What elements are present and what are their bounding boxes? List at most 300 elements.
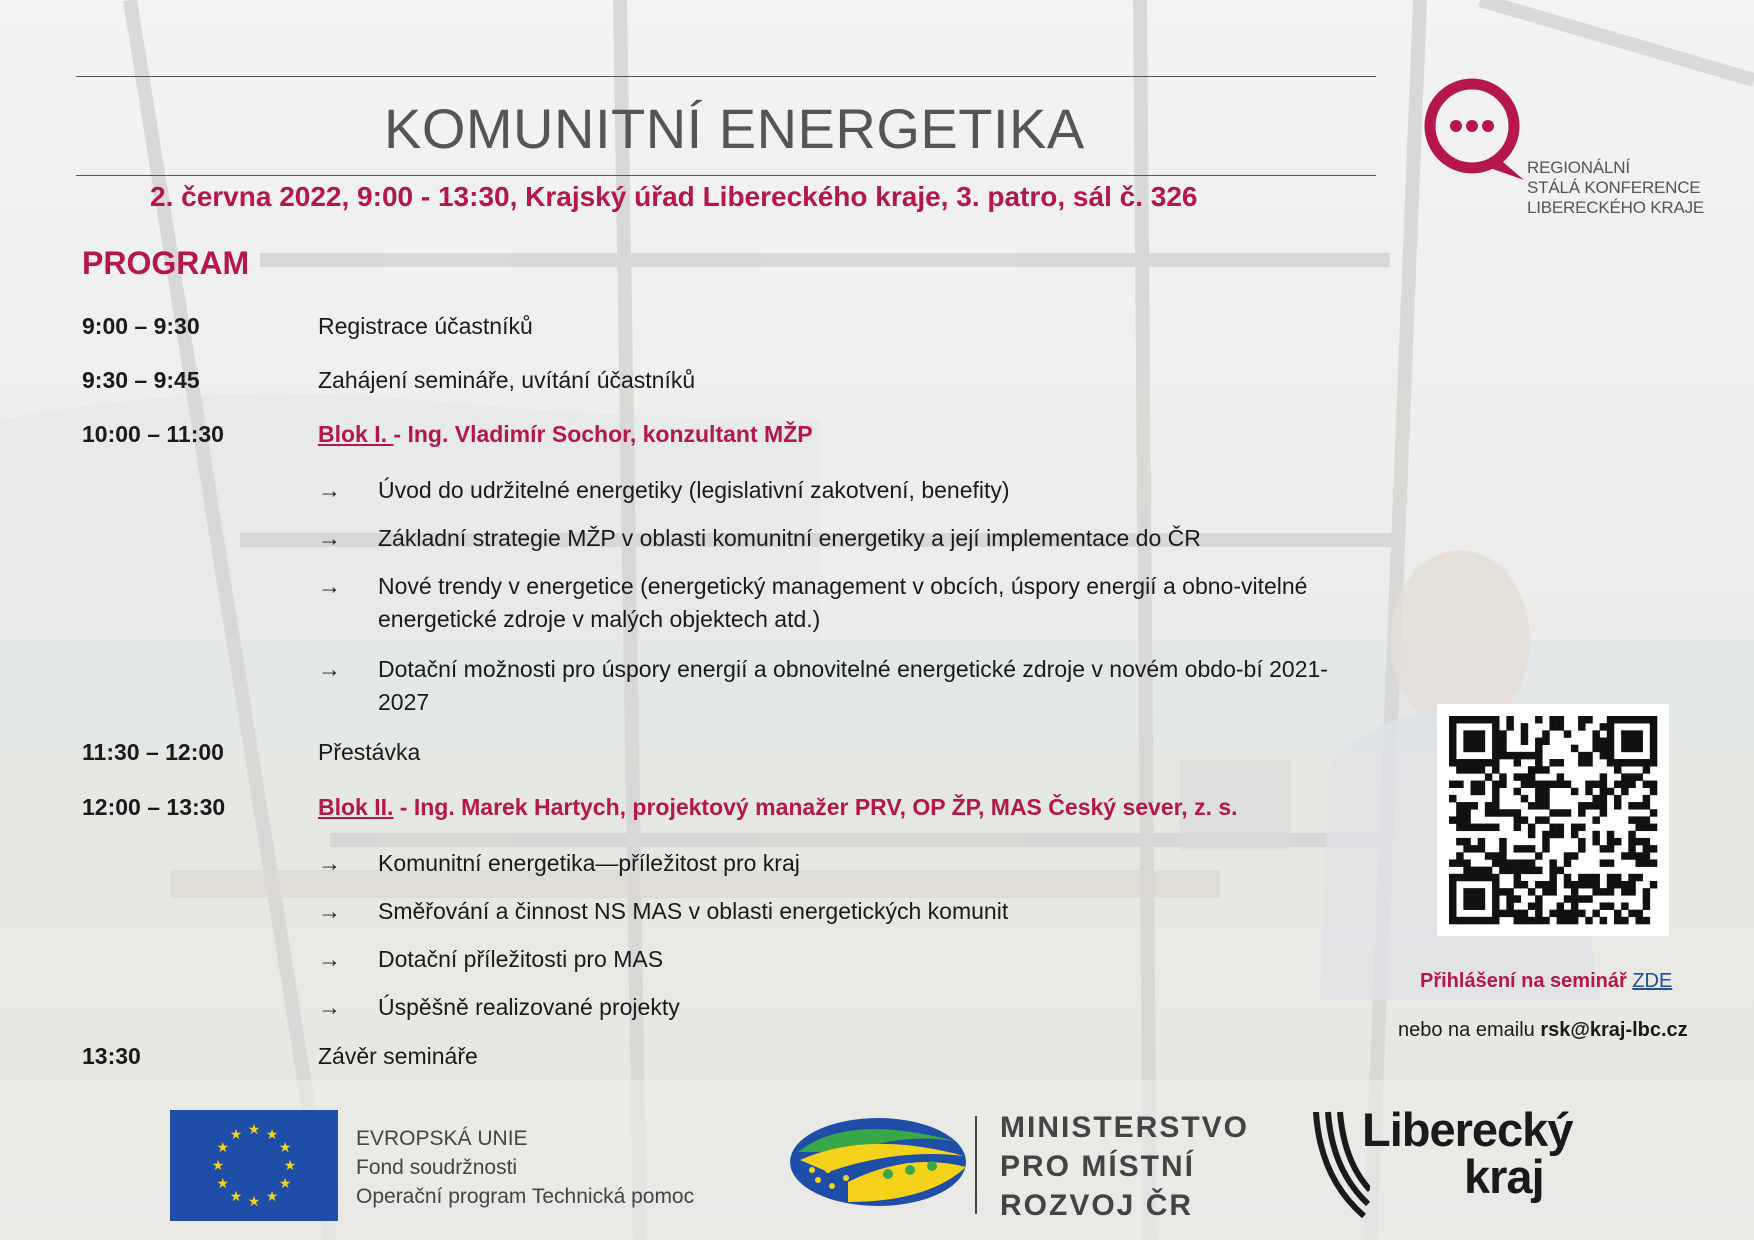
qr-module xyxy=(1628,738,1635,745)
qr-module xyxy=(1628,716,1635,723)
qr-module xyxy=(1528,781,1535,788)
qr-module xyxy=(1471,867,1478,874)
qr-module xyxy=(1635,745,1642,752)
qr-module xyxy=(1456,766,1463,773)
qr-module xyxy=(1471,845,1478,852)
qr-module xyxy=(1628,910,1635,917)
qr-module xyxy=(1485,773,1492,780)
qr-module xyxy=(1535,795,1542,802)
qr-module xyxy=(1492,795,1499,802)
qr-module xyxy=(1492,859,1499,866)
eu-line3: Operační program Technická pomoc xyxy=(356,1185,695,1208)
qr-module xyxy=(1643,795,1650,802)
qr-module xyxy=(1635,824,1642,831)
qr-module xyxy=(1521,859,1528,866)
qr-module xyxy=(1463,816,1470,823)
qr-module xyxy=(1463,745,1470,752)
qr-module xyxy=(1449,716,1456,723)
qr-module xyxy=(1485,824,1492,831)
qr-module xyxy=(1578,874,1585,881)
qr-module xyxy=(1643,845,1650,852)
qr-module xyxy=(1549,716,1556,723)
qr-module xyxy=(1643,859,1650,866)
lk-stripes-icon xyxy=(1310,1108,1370,1220)
qr-module xyxy=(1600,859,1607,866)
qr-module xyxy=(1600,888,1607,895)
qr-module xyxy=(1628,845,1635,852)
qr-module xyxy=(1564,895,1571,902)
qr-module xyxy=(1650,738,1657,745)
qr-code-icon xyxy=(1437,704,1669,936)
qr-module xyxy=(1456,852,1463,859)
eu-star-icon: ★ xyxy=(247,1121,261,1137)
qr-module xyxy=(1478,730,1485,737)
qr-module xyxy=(1485,917,1492,924)
qr-module xyxy=(1463,838,1470,845)
qr-module xyxy=(1650,781,1657,788)
qr-module xyxy=(1521,917,1528,924)
arrow-icon: → xyxy=(318,946,341,972)
qr-module xyxy=(1564,910,1571,917)
qr-module xyxy=(1557,910,1564,917)
qr-module xyxy=(1456,917,1463,924)
rsk-line2: STÁLÁ KONFERENCE xyxy=(1527,178,1701,197)
qr-module xyxy=(1564,874,1571,881)
qr-module xyxy=(1549,867,1556,874)
list-item-text: Směřování a činnost NS MAS v oblasti energetických komunit xyxy=(378,898,1009,924)
qr-module xyxy=(1600,723,1607,730)
mmr-divider xyxy=(975,1116,977,1214)
qr-module xyxy=(1614,802,1621,809)
qr-module xyxy=(1542,802,1549,809)
qr-module xyxy=(1571,910,1578,917)
qr-module xyxy=(1585,716,1592,723)
qr-module xyxy=(1535,802,1542,809)
qr-code[interactable] xyxy=(1437,704,1669,936)
qr-module xyxy=(1463,902,1470,909)
mmr-logo-text xyxy=(1000,1108,1249,1225)
qr-module xyxy=(1456,824,1463,831)
qr-module xyxy=(1621,738,1628,745)
qr-module xyxy=(1614,781,1621,788)
mmr-line2: PRO MÍSTNÍ xyxy=(1000,1150,1196,1183)
qr-module xyxy=(1557,902,1564,909)
qr-module xyxy=(1585,917,1592,924)
arrow-icon: → xyxy=(318,573,341,599)
qr-module xyxy=(1600,795,1607,802)
mmr-line1: MINISTERSTVO xyxy=(1000,1111,1250,1144)
qr-module xyxy=(1449,738,1456,745)
row-text: Závěr semináře xyxy=(318,1043,478,1069)
qr-module xyxy=(1635,852,1642,859)
qr-module xyxy=(1643,759,1650,766)
qr-module xyxy=(1542,781,1549,788)
qr-module xyxy=(1578,752,1585,759)
qr-module xyxy=(1463,716,1470,723)
email-address[interactable]: rsk@kraj-lbc.cz xyxy=(1540,1019,1688,1041)
qr-module xyxy=(1607,838,1614,845)
qr-module xyxy=(1549,859,1556,866)
qr-module xyxy=(1478,874,1485,881)
qr-module xyxy=(1485,802,1492,809)
qr-module xyxy=(1578,845,1585,852)
qr-module xyxy=(1600,917,1607,924)
qr-module xyxy=(1585,788,1592,795)
qr-module xyxy=(1643,781,1650,788)
qr-module xyxy=(1549,781,1556,788)
qr-module xyxy=(1471,902,1478,909)
qr-module xyxy=(1628,773,1635,780)
qr-module xyxy=(1542,816,1549,823)
qr-module xyxy=(1607,730,1614,737)
qr-module xyxy=(1535,788,1542,795)
list-item-text: Úvod do udržitelné energetiky (legislativní zakotvení, benefity) xyxy=(378,477,1010,503)
qr-module xyxy=(1521,910,1528,917)
qr-module xyxy=(1471,888,1478,895)
qr-module xyxy=(1607,881,1614,888)
qr-module xyxy=(1621,788,1628,795)
event-subtitle: 2. června 2022, 9:00 - 13:30, Krajský úřad Libereckého kraje, 3. patro, sál č. 326 xyxy=(150,181,1198,212)
block2-title xyxy=(318,794,1238,821)
qr-module xyxy=(1585,874,1592,881)
qr-module xyxy=(1564,781,1571,788)
qr-module xyxy=(1478,766,1485,773)
qr-module xyxy=(1449,781,1456,788)
qr-module xyxy=(1578,723,1585,730)
qr-module xyxy=(1463,730,1470,737)
qr-module xyxy=(1528,831,1535,838)
qr-module xyxy=(1585,781,1592,788)
qr-module xyxy=(1592,738,1599,745)
qr-module xyxy=(1478,888,1485,895)
qr-module xyxy=(1485,867,1492,874)
qr-module xyxy=(1650,716,1657,723)
qr-module xyxy=(1463,824,1470,831)
qr-module xyxy=(1535,895,1542,902)
qr-module xyxy=(1635,773,1642,780)
qr-module xyxy=(1521,723,1528,730)
qr-module xyxy=(1600,752,1607,759)
email-prefix: nebo na emailu xyxy=(1398,1019,1541,1041)
qr-module xyxy=(1600,738,1607,745)
qr-module xyxy=(1592,874,1599,881)
qr-module xyxy=(1578,895,1585,902)
qr-module xyxy=(1449,759,1456,766)
qr-module xyxy=(1471,788,1478,795)
qr-module xyxy=(1628,745,1635,752)
qr-module xyxy=(1485,874,1492,881)
qr-module xyxy=(1463,738,1470,745)
block1-speaker: - Ing. Vladimír Sochor, konzultant MŽP xyxy=(393,421,813,447)
qr-module xyxy=(1514,824,1521,831)
qr-module xyxy=(1571,745,1578,752)
qr-module xyxy=(1506,867,1513,874)
qr-module xyxy=(1614,838,1621,845)
qr-module xyxy=(1456,716,1463,723)
eu-star-icon: ★ xyxy=(278,1139,292,1155)
qr-module xyxy=(1621,730,1628,737)
qr-module xyxy=(1592,838,1599,845)
qr-module xyxy=(1506,809,1513,816)
qr-module xyxy=(1549,910,1556,917)
liberecky-kraj-logo xyxy=(1310,1108,1370,1225)
qr-module xyxy=(1607,723,1614,730)
qr-module xyxy=(1535,766,1542,773)
qr-module xyxy=(1628,802,1635,809)
qr-module xyxy=(1463,845,1470,852)
qr-module xyxy=(1650,809,1657,816)
qr-module xyxy=(1650,745,1657,752)
qr-module xyxy=(1585,752,1592,759)
email-line xyxy=(1398,1019,1688,1042)
qr-module xyxy=(1600,745,1607,752)
qr-module xyxy=(1621,881,1628,888)
program-heading: PROGRAM xyxy=(82,245,250,281)
qr-module xyxy=(1449,859,1456,866)
qr-module xyxy=(1499,845,1506,852)
top-rule xyxy=(76,76,1376,77)
qr-module xyxy=(1514,874,1521,881)
mmr-emblem-icon xyxy=(788,1112,968,1212)
registration-label: Přihlášení na seminář xyxy=(1420,970,1633,992)
qr-module xyxy=(1492,759,1499,766)
qr-module xyxy=(1600,802,1607,809)
qr-module xyxy=(1492,902,1499,909)
arrow-icon: → xyxy=(318,898,341,924)
qr-module xyxy=(1635,838,1642,845)
qr-module xyxy=(1463,895,1470,902)
qr-module xyxy=(1521,773,1528,780)
qr-module xyxy=(1463,867,1470,874)
qr-module xyxy=(1499,809,1506,816)
qr-module xyxy=(1621,716,1628,723)
mmr-line3: ROZVOJ ČR xyxy=(1000,1189,1194,1222)
qr-module xyxy=(1492,881,1499,888)
qr-module xyxy=(1628,838,1635,845)
qr-module xyxy=(1514,881,1521,888)
qr-module xyxy=(1449,895,1456,902)
qr-module xyxy=(1514,788,1521,795)
qr-module xyxy=(1492,752,1499,759)
lk-line2: kraj xyxy=(1464,1150,1544,1203)
arrow-icon: → xyxy=(318,656,341,682)
qr-module xyxy=(1499,888,1506,895)
qr-module xyxy=(1471,730,1478,737)
qr-module xyxy=(1614,716,1621,723)
qr-module xyxy=(1506,859,1513,866)
rsk-line1: REGIONÁLNÍ xyxy=(1527,158,1630,177)
qr-module xyxy=(1650,759,1657,766)
qr-module xyxy=(1628,781,1635,788)
qr-module xyxy=(1528,867,1535,874)
qr-module xyxy=(1621,852,1628,859)
qr-module xyxy=(1521,730,1528,737)
qr-module xyxy=(1607,716,1614,723)
qr-module xyxy=(1600,809,1607,816)
qr-module xyxy=(1499,745,1506,752)
qr-module xyxy=(1478,867,1485,874)
qr-module xyxy=(1600,902,1607,909)
rsk-line3: LIBERECKÉHO KRAJE xyxy=(1527,198,1705,217)
eu-line2: Fond soudržnosti xyxy=(356,1156,518,1179)
qr-module xyxy=(1514,845,1521,852)
qr-module xyxy=(1564,852,1571,859)
qr-module xyxy=(1549,824,1556,831)
arrow-icon: → xyxy=(318,850,341,876)
qr-module xyxy=(1478,716,1485,723)
qr-module xyxy=(1557,917,1564,924)
qr-module xyxy=(1621,773,1628,780)
qr-module xyxy=(1592,816,1599,823)
qr-module xyxy=(1557,867,1564,874)
eu-star-icon: ★ xyxy=(211,1157,225,1173)
qr-module xyxy=(1499,730,1506,737)
qr-module xyxy=(1650,845,1657,852)
qr-module xyxy=(1492,766,1499,773)
qr-module xyxy=(1635,759,1642,766)
qr-module xyxy=(1506,888,1513,895)
qr-module xyxy=(1614,874,1621,881)
qr-module xyxy=(1463,766,1470,773)
qr-module xyxy=(1521,816,1528,823)
qr-module xyxy=(1607,888,1614,895)
qr-module xyxy=(1514,867,1521,874)
qr-module xyxy=(1456,809,1463,816)
qr-module xyxy=(1492,730,1499,737)
eu-star-icon: ★ xyxy=(278,1175,292,1191)
qr-module xyxy=(1478,845,1485,852)
qr-module xyxy=(1514,759,1521,766)
arrow-icon: → xyxy=(318,994,341,1020)
qr-module xyxy=(1528,902,1535,909)
qr-module xyxy=(1607,745,1614,752)
qr-module xyxy=(1535,716,1542,723)
qr-module xyxy=(1600,781,1607,788)
qr-module xyxy=(1628,831,1635,838)
qr-module xyxy=(1492,802,1499,809)
qr-module xyxy=(1514,895,1521,902)
qr-module xyxy=(1607,874,1614,881)
qr-module xyxy=(1614,766,1621,773)
qr-module xyxy=(1578,716,1585,723)
eu-flag-icon xyxy=(170,1110,338,1221)
qr-module xyxy=(1578,881,1585,888)
qr-module xyxy=(1635,730,1642,737)
qr-module xyxy=(1492,910,1499,917)
qr-module xyxy=(1549,759,1556,766)
qr-module xyxy=(1478,902,1485,909)
qr-module xyxy=(1571,788,1578,795)
row-text: Registrace účastníků xyxy=(318,313,533,339)
qr-module xyxy=(1628,759,1635,766)
qr-module xyxy=(1528,766,1535,773)
block2-label: Blok II. xyxy=(318,794,394,820)
qr-module xyxy=(1557,773,1564,780)
qr-module xyxy=(1564,881,1571,888)
qr-module xyxy=(1478,781,1485,788)
qr-module xyxy=(1607,788,1614,795)
qr-module xyxy=(1449,730,1456,737)
qr-module xyxy=(1514,773,1521,780)
qr-module xyxy=(1449,745,1456,752)
qr-module xyxy=(1600,845,1607,852)
qr-module xyxy=(1478,788,1485,795)
qr-module xyxy=(1492,824,1499,831)
lk-line1: Liberecký xyxy=(1362,1103,1573,1156)
qr-module xyxy=(1635,816,1642,823)
qr-module xyxy=(1607,759,1614,766)
qr-module xyxy=(1514,752,1521,759)
eu-star-icon: ★ xyxy=(216,1175,230,1191)
qr-module xyxy=(1592,802,1599,809)
qr-module xyxy=(1478,738,1485,745)
row-time: 10:00 – 11:30 xyxy=(82,421,224,447)
qr-module xyxy=(1528,752,1535,759)
qr-module xyxy=(1635,716,1642,723)
qr-module xyxy=(1628,816,1635,823)
qr-module xyxy=(1643,824,1650,831)
qr-module xyxy=(1571,895,1578,902)
qr-module xyxy=(1592,910,1599,917)
list-item-text: Komunitní energetika—příležitost pro kraj xyxy=(378,850,800,876)
qr-module xyxy=(1592,730,1599,737)
qr-module xyxy=(1542,788,1549,795)
qr-module xyxy=(1499,773,1506,780)
qr-module xyxy=(1528,845,1535,852)
qr-module xyxy=(1535,759,1542,766)
qr-module xyxy=(1514,859,1521,866)
qr-module xyxy=(1456,859,1463,866)
qr-module xyxy=(1471,917,1478,924)
qr-module xyxy=(1592,881,1599,888)
qr-module xyxy=(1535,852,1542,859)
qr-module xyxy=(1528,859,1535,866)
qr-module xyxy=(1506,895,1513,902)
qr-module xyxy=(1535,867,1542,874)
qr-module xyxy=(1471,716,1478,723)
row-time: 9:30 – 9:45 xyxy=(82,367,200,393)
qr-module xyxy=(1628,852,1635,859)
qr-module xyxy=(1506,723,1513,730)
registration-line xyxy=(1420,970,1672,993)
qr-module xyxy=(1492,723,1499,730)
list-item-text: Úspěšně realizované projekty xyxy=(378,994,680,1020)
qr-module xyxy=(1592,831,1599,838)
qr-module xyxy=(1643,716,1650,723)
qr-module xyxy=(1499,781,1506,788)
qr-module xyxy=(1528,824,1535,831)
registration-link[interactable]: ZDE xyxy=(1632,970,1673,992)
qr-module xyxy=(1643,852,1650,859)
qr-module xyxy=(1492,895,1499,902)
qr-module xyxy=(1499,859,1506,866)
qr-module xyxy=(1528,917,1535,924)
qr-module xyxy=(1535,902,1542,909)
qr-module xyxy=(1557,723,1564,730)
qr-module xyxy=(1635,917,1642,924)
qr-module xyxy=(1549,888,1556,895)
qr-module xyxy=(1564,917,1571,924)
qr-module xyxy=(1506,902,1513,909)
qr-module xyxy=(1478,838,1485,845)
qr-module xyxy=(1650,824,1657,831)
qr-module xyxy=(1643,802,1650,809)
qr-module xyxy=(1600,773,1607,780)
qr-module xyxy=(1492,809,1499,816)
qr-module xyxy=(1478,895,1485,902)
qr-module xyxy=(1557,824,1564,831)
qr-module xyxy=(1549,723,1556,730)
